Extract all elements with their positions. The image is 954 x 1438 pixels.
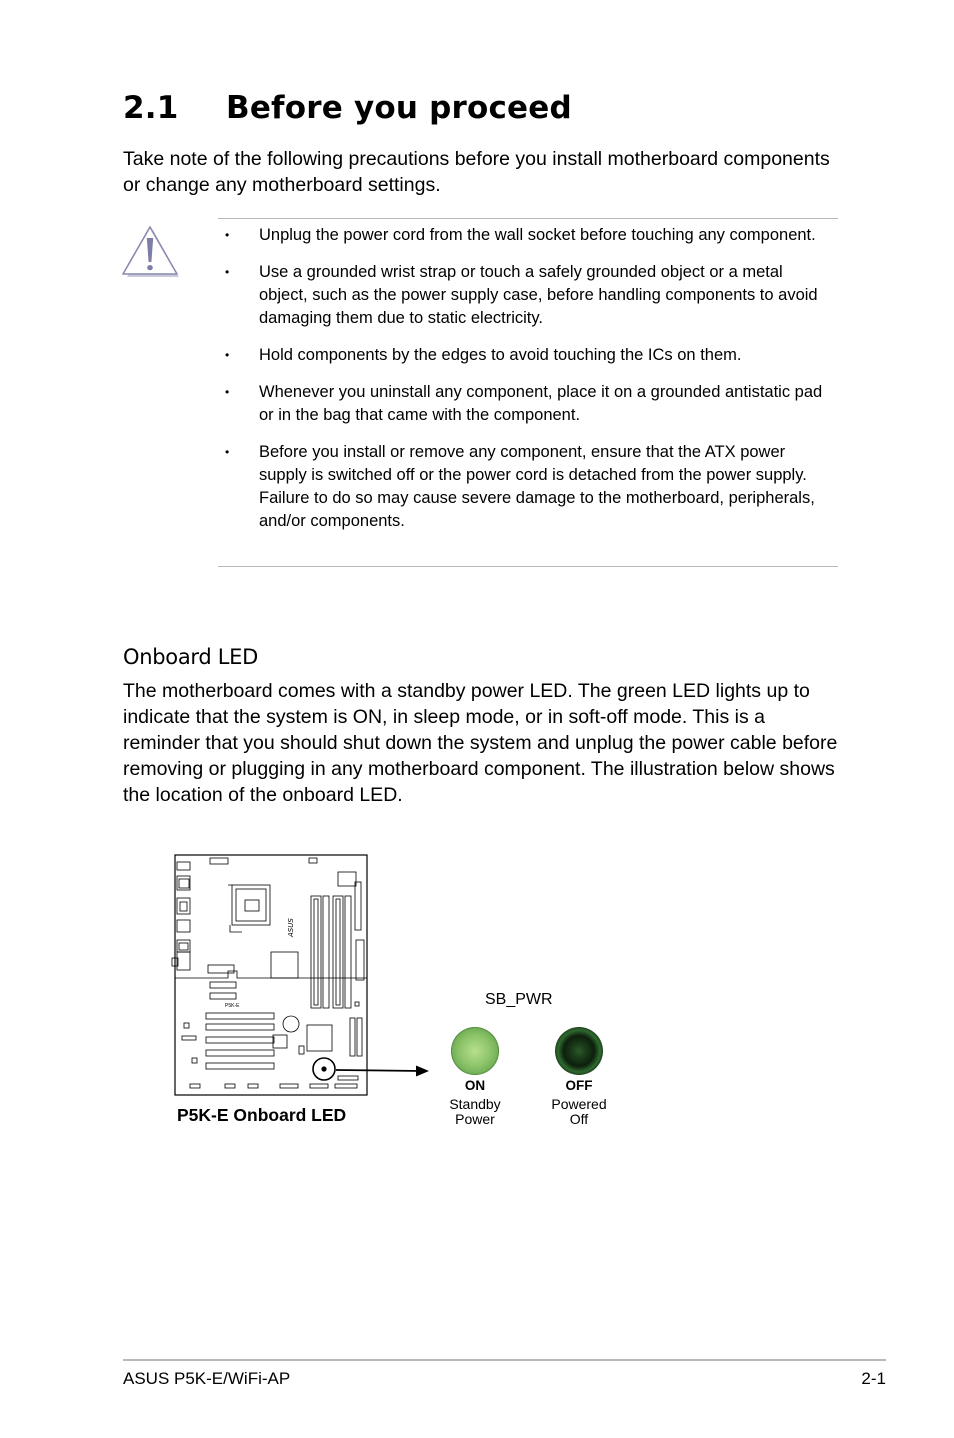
board-brand-mark: ASUS (287, 918, 295, 937)
footer-product-name: ASUS P5K-E/WiFi-AP (123, 1369, 291, 1388)
precaution-item: • Hold components by the edges to avoid touching the ICs on them. (222, 344, 832, 367)
led-on-indicator (451, 1027, 499, 1075)
led-off-indicator (555, 1027, 603, 1075)
motherboard-diagram (170, 852, 432, 1102)
intro-paragraph: Take note of the following precautions before you install motherboard components or change any motherboard settings. (123, 148, 830, 196)
precaution-list (222, 224, 832, 547)
section-number: 2.1 (123, 90, 179, 126)
led-connector-label: SB_PWR (485, 991, 553, 1008)
precaution-item: • Use a grounded wrist strap or touch a safely grounded object or a metal object, such as the power supply case, before handling components to avoid damaging them due to static electricity. (222, 261, 832, 331)
precaution-item: • Whenever you uninstall any component, place it on a grounded antistatic pad or in the bag that came with the component. (222, 381, 832, 427)
led-off-description-line: Powered (551, 1096, 607, 1112)
onboard-led-paragraph: The motherboard comes with a standby power LED. The green LED lights up to indicate that the system is ON, in sleep mode, or in soft-off mode. This is a reminder that you should shut down the system and unplug the power cable before removing or plugging in any motherboard component. The illustration below shows the location of the onboard LED. (123, 680, 838, 806)
led-on-description-line: Power (455, 1111, 495, 1127)
led-on-label: ON (464, 1078, 486, 1093)
led-off-label: OFF (565, 1078, 593, 1093)
onboard-led-heading: Onboard LED (123, 645, 258, 669)
led-on-description (435, 1097, 515, 1127)
board-silkscreen-label: P5K-E (225, 1003, 240, 1009)
precaution-item: • Unplug the power cord from the wall socket before touching any component. (222, 224, 832, 247)
led-off-description-line: Off (569, 1111, 589, 1127)
note-top-divider (218, 218, 838, 219)
led-on-description-line: Standby (449, 1096, 501, 1112)
precaution-item: • Before you install or remove any component, ensure that the ATX power supply is switched off or the power cord is detached from the power supply. Failure to do so may cause severe damage to the motherboard, peripherals, and/or components. (222, 441, 832, 534)
section-title-text: Before you proceed (226, 90, 572, 126)
note-bottom-divider (218, 566, 838, 567)
led-off-description (539, 1097, 619, 1127)
warning-triangle-icon (122, 224, 182, 282)
page-number: 2-1 (861, 1369, 886, 1388)
figure-caption: P5K-E Onboard LED (177, 1105, 347, 1125)
section-title (123, 90, 572, 126)
footer-divider (123, 1359, 886, 1361)
